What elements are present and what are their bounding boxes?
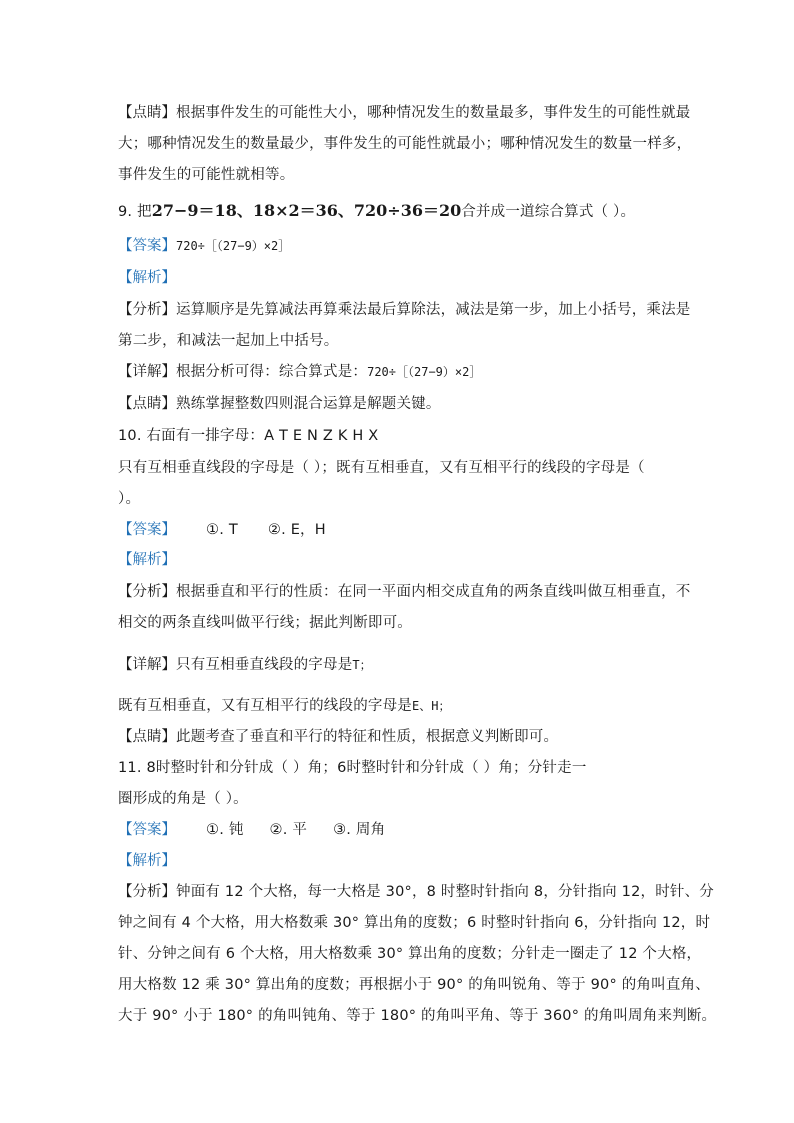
q9-number: 9. 把 bbox=[118, 204, 152, 220]
q9-detail-formula: 720÷［（27−9）×2］ bbox=[367, 365, 482, 379]
q9-point-line bbox=[118, 394, 688, 414]
tag-jiexi: 【解析】 bbox=[118, 853, 176, 869]
tag-dianjing: 【点睛】 bbox=[118, 396, 176, 412]
tag-dianjing: 【点睛】 bbox=[118, 105, 176, 121]
q11-analysis-text-1: 钟面有 12 个大格，每一大格是 30°，8 时整时针指向 8，分针指向 12，时针、分 bbox=[176, 884, 715, 900]
tag-daan: 【答案】 bbox=[118, 822, 176, 838]
q10-answer-line bbox=[118, 520, 688, 540]
q11-jiexi bbox=[118, 851, 688, 871]
q9-answer-line bbox=[118, 236, 688, 256]
q9-detail-prefix: 根据分析可得：综合算式是： bbox=[176, 364, 368, 380]
intro-line-2: 大；哪种情况发生的数量最少，事件发生的可能性就最小；哪种情况发生的数量一样多， bbox=[118, 136, 692, 152]
intro-text-1: 根据事件发生的可能性大小，哪种情况发生的数量最多，事件发生的可能性就最 bbox=[176, 105, 691, 121]
tag-fenxi: 【分析】 bbox=[118, 884, 176, 900]
q10-detail-1-prefix: 只有互相垂直线段的字母是 bbox=[176, 657, 353, 673]
q10-question-line-3: ）。 bbox=[118, 491, 141, 507]
q9-jiexi bbox=[118, 268, 688, 288]
q9-point: 熟练掌握整数四则混合运算是解题关键。 bbox=[176, 396, 441, 412]
tag-jiexi: 【解析】 bbox=[118, 270, 176, 286]
q9-answer: 720÷［（27−9）×2］ bbox=[176, 239, 291, 253]
q11-answer-3: ③. 周角 bbox=[333, 822, 386, 838]
q10-analysis-line-2: 相交的两条直线叫做平行线；据此判断即可。 bbox=[118, 615, 412, 631]
q11-answer-2: ②. 平 bbox=[269, 822, 308, 838]
q9-formula: 27−9＝18、18×2＝36、720÷36＝20 bbox=[151, 201, 462, 220]
intro-line-1 bbox=[118, 103, 691, 123]
q10-analysis-text-1: 根据垂直和平行的性质：在同一平面内相交成直角的两条直线叫做互相垂直，不 bbox=[176, 584, 691, 600]
intro-line-3: 事件发生的可能性就相等。 bbox=[118, 167, 295, 183]
q11-question-line-1: 11. 8时整时针和分针成（ ）角；6时整时针和分针成（ ）角；分针走一 bbox=[118, 760, 587, 776]
q11-analysis-line-2: 钟之间有 4 个大格，用大格数乘 30° 算出角的度数；6 时整时针指向 6，分针指向 12，时 bbox=[118, 915, 711, 931]
q10-detail-line-1 bbox=[118, 655, 688, 675]
q10-detail-2-prefix: 既有互相垂直，又有互相平行的线段的字母是 bbox=[118, 698, 412, 714]
q11-analysis-line-5: 大于 90° 小于 180° 的角叫钝角、等于 180° 的角叫平角、等于 360° 的角叫周角来判断。 bbox=[118, 1008, 717, 1024]
q9-analysis-line-1 bbox=[118, 300, 691, 320]
tag-daan: 【答案】 bbox=[118, 238, 176, 254]
q11-question-line-2: 圈形成的角是（ ）。 bbox=[118, 791, 248, 807]
q10-question-line-2: 只有互相垂直线段的字母是（ ）；既有互相垂直，又有互相平行的线段的字母是（ bbox=[118, 460, 645, 476]
q10-question-line-1: 10. 右面有一排字母：A T E N Z K H X bbox=[118, 428, 379, 444]
q11-analysis-line-3: 针、分钟之间有 6 个大格，用大格数乘 30° 算出角的度数；分针走一圈走了 12 个大格， bbox=[118, 946, 702, 962]
tag-jiexi: 【解析】 bbox=[118, 552, 176, 568]
q9-analysis-line-2: 第二步，和减法一起加上中括号。 bbox=[118, 333, 339, 349]
tag-xiangjie: 【详解】 bbox=[118, 364, 176, 380]
q10-point-line bbox=[118, 727, 688, 747]
tag-xiangjie: 【详解】 bbox=[118, 657, 176, 673]
tag-dianjing: 【点睛】 bbox=[118, 729, 176, 745]
q10-detail-line-2 bbox=[118, 696, 688, 716]
tag-fenxi: 【分析】 bbox=[118, 302, 176, 318]
q10-analysis-line-1 bbox=[118, 582, 691, 602]
q10-answer-2: ②. E，H bbox=[267, 522, 326, 538]
q10-detail-1-value: T； bbox=[352, 658, 372, 672]
q10-answer-1: ①. T bbox=[206, 522, 238, 538]
q9-detail-line bbox=[118, 362, 688, 382]
q10-jiexi bbox=[118, 550, 688, 570]
tag-fenxi: 【分析】 bbox=[118, 584, 176, 600]
q9-question bbox=[118, 201, 688, 222]
tag-daan: 【答案】 bbox=[118, 522, 176, 538]
q11-answer-line bbox=[118, 820, 688, 840]
q10-detail-2-value: E、H； bbox=[412, 699, 451, 713]
q11-analysis-line-4: 用大格数 12 乘 30° 算出角的度数；再根据小于 90° 的角叫锐角、等于 90° 的角叫直角、 bbox=[118, 977, 710, 993]
q9-question-tail: 合并成一道综合算式（ ）。 bbox=[461, 204, 636, 220]
q9-analysis-text-1: 运算顺序是先算减法再算乘法最后算除法，减法是第一步，加上小括号，乘法是 bbox=[176, 302, 691, 318]
q10-point: 此题考查了垂直和平行的特征和性质，根据意义判断即可。 bbox=[176, 729, 559, 745]
q11-analysis-line-1 bbox=[118, 882, 715, 902]
q11-answer-1: ①. 钝 bbox=[206, 822, 244, 838]
